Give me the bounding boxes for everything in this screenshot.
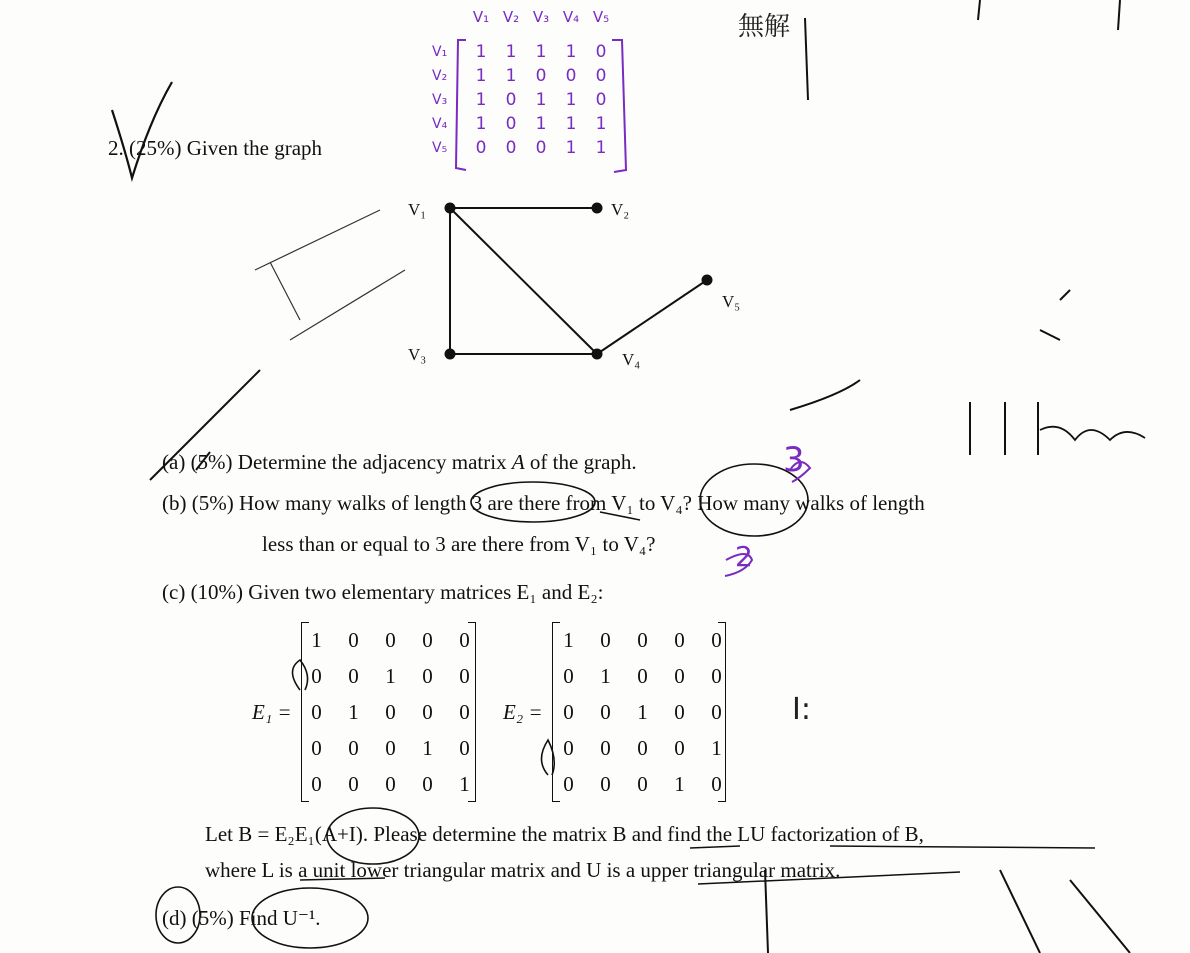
problem-heading <box>108 136 322 161</box>
top-scribble-annotation: 無解 <box>738 12 791 42</box>
handwritten-adjacency-matrix: 1 1 1 1 0 1 1 0 0 0 1 0 1 1 0 1 0 1 1 1 0 0 0 1 1 <box>475 42 607 158</box>
problem-number: 2. <box>108 136 124 160</box>
node-v1 <box>445 203 456 214</box>
matrix-e2: 1 0 0 0 0 0 1 0 0 0 0 0 1 0 0 0 0 0 0 1 0 0 0 1 0 <box>563 628 722 796</box>
purple-bracket-left <box>456 40 466 170</box>
handwritten-col-headers: V₁ V₂ V₃ V₄ V₅ <box>472 8 610 26</box>
node-v2 <box>592 203 603 214</box>
part-d: (d) (5%) Find U⁻¹. <box>162 906 321 930</box>
check-mark <box>112 82 172 178</box>
node-label-v5: V₅ <box>722 292 741 311</box>
e1-label: E₁ = <box>252 700 292 724</box>
part-c: (c) (10%) Given two elementary matrices E₁ and E₂: <box>162 580 604 604</box>
matrix-e1: 1 0 0 0 0 0 0 1 0 0 0 1 0 0 0 0 0 0 1 0 0 0 0 0 1 <box>311 628 470 796</box>
circled-number-annotation: 3 <box>783 440 805 480</box>
node-v5 <box>702 275 713 286</box>
handwritten-row-headers: V₁ V₂ V₃ V₄ V₅ <box>432 44 448 156</box>
node-label-v4: V₄ <box>622 350 641 369</box>
problem-intro: Given the graph <box>186 136 323 160</box>
graph-figure <box>445 203 713 360</box>
identity-label-annotation: I: <box>792 692 811 727</box>
node-label-v2: V₂ <box>611 200 630 219</box>
e2-label: E₂ = <box>503 700 543 724</box>
problem-weight: (25%) <box>129 136 182 160</box>
mark-annotation: 2 <box>735 540 753 573</box>
node-v4 <box>592 349 603 360</box>
let-b-line2: where L is a unit lower triangular matrix and U is a upper triangular matrix. <box>205 858 841 882</box>
node-v3 <box>445 349 456 360</box>
part-b-line1: (b) (5%) How many walks of length 3 are there from V₁ to V₄? How many walks of length <box>162 491 925 515</box>
node-label-v1: V₁ <box>408 200 427 219</box>
node-label-v3: V₃ <box>408 345 427 364</box>
let-b-line1: Let B = E₂E₁(A+I). Please determine the matrix B and find the LU factorization of B, <box>205 822 924 846</box>
part-b-line2: less than or equal to 3 are there from V₁ to V₄? <box>262 532 656 556</box>
part-a: (a) (5%) Determine the adjacency matrix A of the graph. <box>162 450 637 474</box>
